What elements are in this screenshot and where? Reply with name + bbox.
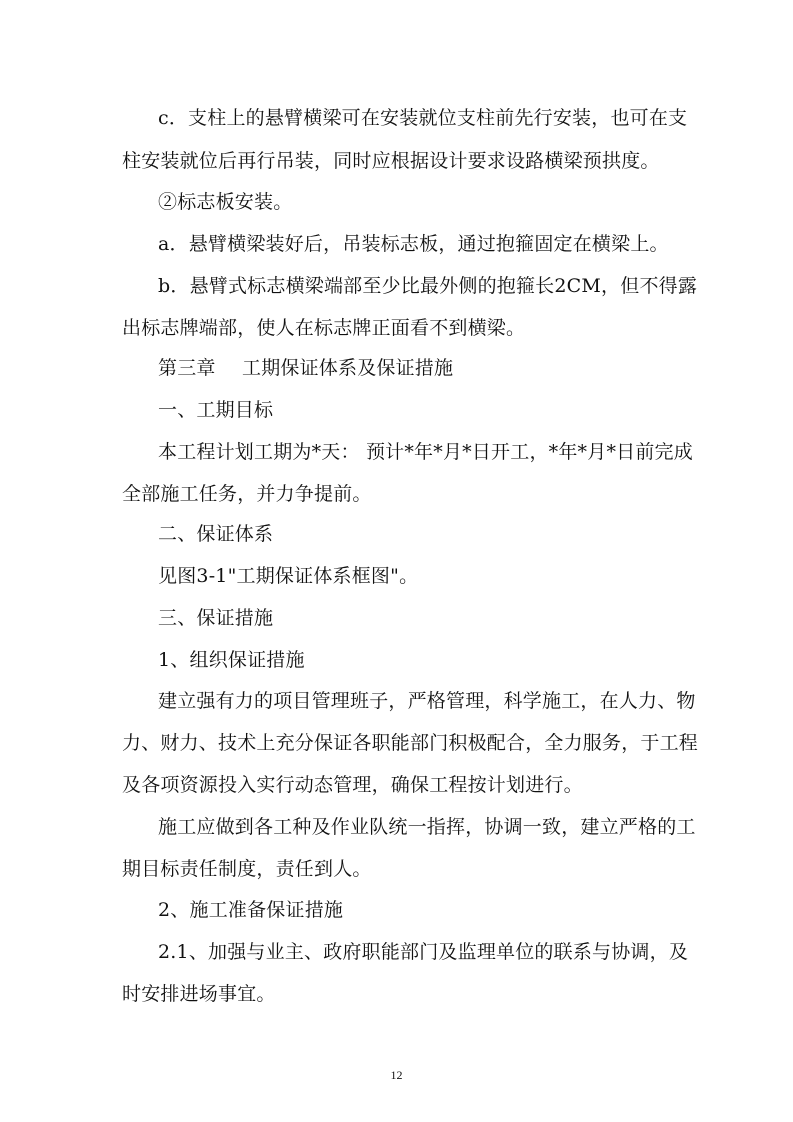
- paragraph-line: 时安排进场事宜。: [122, 983, 276, 1005]
- chapter-number: 第三章: [158, 357, 216, 379]
- paragraph-line: b．悬臂式标志横梁端部至少比最外侧的抱箍长2CM，但不得露: [158, 275, 698, 297]
- paragraph-line: 出标志牌端部，使人在标志牌正面看不到横梁。: [122, 317, 526, 339]
- paragraph-line: c．支柱上的悬臂横梁可在安装就位支柱前先行安装，也可在支: [158, 107, 688, 129]
- paragraph-line: 期目标责任制度，责任到人。: [122, 858, 372, 880]
- paragraph-line: 施工应做到各工种及作业队统一指挥，协调一致，建立严格的工: [158, 816, 696, 838]
- subsection-heading: 2、施工准备保证措施: [158, 899, 344, 921]
- chapter-heading: [158, 356, 453, 380]
- section-heading: 一、工期目标: [158, 399, 274, 421]
- chapter-title: 工期保证体系及保证措施: [242, 357, 454, 379]
- paragraph-line: 见图3-1"工期保证体系框图"。: [158, 565, 419, 587]
- paragraph-line: 2.1、加强与业主、政府职能部门及监理单位的联系与协调，及: [158, 941, 689, 963]
- paragraph-line: 柱安装就位后再行吊装，同时应根据设计要求设路横梁预拱度。: [122, 150, 660, 172]
- paragraph-line: 及各项资源投入实行动态管理，确保工程按计划进行。: [122, 774, 583, 796]
- section-heading: 三、保证措施: [158, 607, 274, 629]
- paragraph-line: ②标志板安装。: [158, 191, 293, 213]
- paragraph-line: 本工程计划工期为*天： 预计*年*月*日开工，*年*月*日前完成: [158, 441, 693, 463]
- section-heading: 二、保证体系: [158, 523, 274, 545]
- paragraph-line: 建立强有力的项目管理班子，严格管理，科学施工，在人力、物: [158, 690, 696, 712]
- page-number: 12: [390, 1068, 403, 1082]
- paragraph-line: 力、财力、技术上充分保证各职能部门积极配合，全力服务，于工程: [122, 732, 699, 754]
- subsection-heading: 1、组织保证措施: [158, 649, 305, 671]
- paragraph-line: a．悬臂横梁装好后，吊装标志板，通过抱箍固定在横梁上。: [158, 233, 669, 255]
- paragraph-line: 全部施工任务，并力争提前。: [122, 483, 372, 505]
